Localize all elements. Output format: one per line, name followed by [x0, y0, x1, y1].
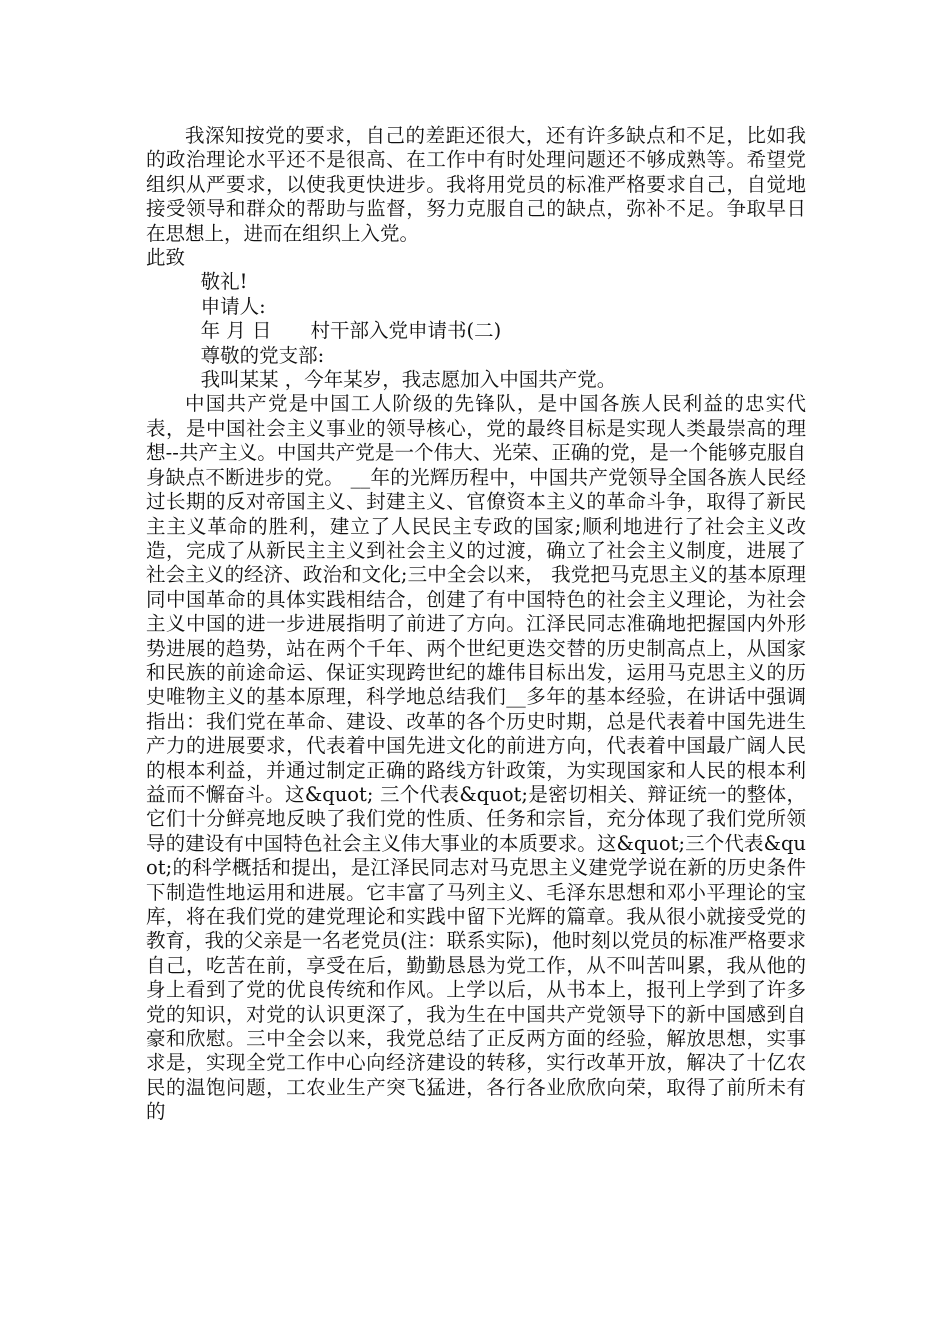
paragraph-shortcomings: 我深知按党的要求，自己的差距还很大，还有许多缺点和不足，比如我的政治理论水平还不是很高、在工作中有时处理问题还不够成熟等。希望党组织从严要求，以使我更快进步。我将用党员的标准严格要求自己，自觉地接受领导和群众的帮助与监督，努力克服自己的缺点，弥补不足。争取早日在思想上，进而在组织上入党。 — [146, 124, 806, 245]
paragraph-party-history: 中国共产党是中国工人阶级的先锋队，是中国各族人民利益的忠实代表，是中国社会主义事业的领导核心，党的最终目标是实现人类最崇高的理想--共产主义。中国共产党是一个伟大、光荣、正确的党，是一个能够克服自身缺点不断进步的党。 __年的光辉历程中，中国共产党领导全国各族人民经过长期的反对帝国主义、封建主义、官僚资本主义的革命斗争，取得了新民主主义革命的胜利，建立了人民民主专政的国家;顺利地进行了社会主义改造，完成了从新民主主义到社会主义的过渡，确立了社会主义制度，进展了社会主义的经济、政治和文化;三中全会以来， 我党把马克思主义的基本原理同中国革命的具体实践相结合，创建了有中国特色的社会主义理论，为社会主义中国的进一步进展指明了前进了方向。江泽民同志准确地把握国内外形势进展的趋势，站在两个千年、两个世纪更迭交替的历史制高点上，从国家和民族的前途命运、保证实现跨世纪的雄伟目标出发，运用马克思主义的历史唯物主义的基本原理，科学地总结我们__多年的基本经验，在讲话中强调指出：我们党在革命、建设、改革的各个历史时期，总是代表着中国先进生产力的进展要求，代表着中国先进文化的前进方向，代表着中国最广阔人民的根本利益，并通过制定正确的路线方针政策，为实现国家和人民的根本利益而不懈奋斗。这&quot; 三个代表&quot;是密切相关、辩证统一的整体，它们十分鲜亮地反映了我们党的性质、任务和宗旨，充分体现了我们党所领导的建设有中国特色社会主义伟大事业的本质要求。这&quot;三个代表&quot;的科学概括和提出，是江泽民同志对马克思主义建党学说在新的历史条件下制造性地运用和进展。它丰富了马列主义、毛泽东思想和邓小平理论的宝库，将在我们党的建党理论和实践中留下光辉的篇章。我从很小就接受党的教育，我的父亲是一名老党员(注：联系实际)，他时刻以党员的标准严格要求自己，吃苦在前，享受在后，勤勤恳恳为党工作，从不叫苦叫累，我从他的身上看到了党的优良传统和作风。上学以后，从书本上，报刊上学到了许多党的知识，对党的认识更深了，我为生在中国共产党领导下的新中国感到自豪和欣慰。三中全会以来，我党总结了正反两方面的经验，解放思想，实事求是，实现全党工作中心向经济建设的转移，实行改革开放，解决了十亿农民的温饱问题，工农业生产突飞猛进，各行各业欣欣向荣，取得了前所未有的 — [146, 392, 806, 1124]
document-body — [146, 124, 806, 1125]
date-label: 年 月 日 — [200, 319, 272, 343]
applicant-label: 申请人: — [200, 294, 266, 318]
date-and-title-line — [146, 319, 806, 343]
salutation: 尊敬的党支部: — [200, 343, 325, 367]
section-title: 村干部入党申请书(二) — [310, 319, 502, 343]
closing-ci-zhi: 此致 — [146, 246, 186, 270]
closing-jing-li: 敬礼! — [200, 270, 248, 294]
intro-line: 我叫某某 ，今年某岁，我志愿加入中国共产党。 — [200, 368, 617, 392]
